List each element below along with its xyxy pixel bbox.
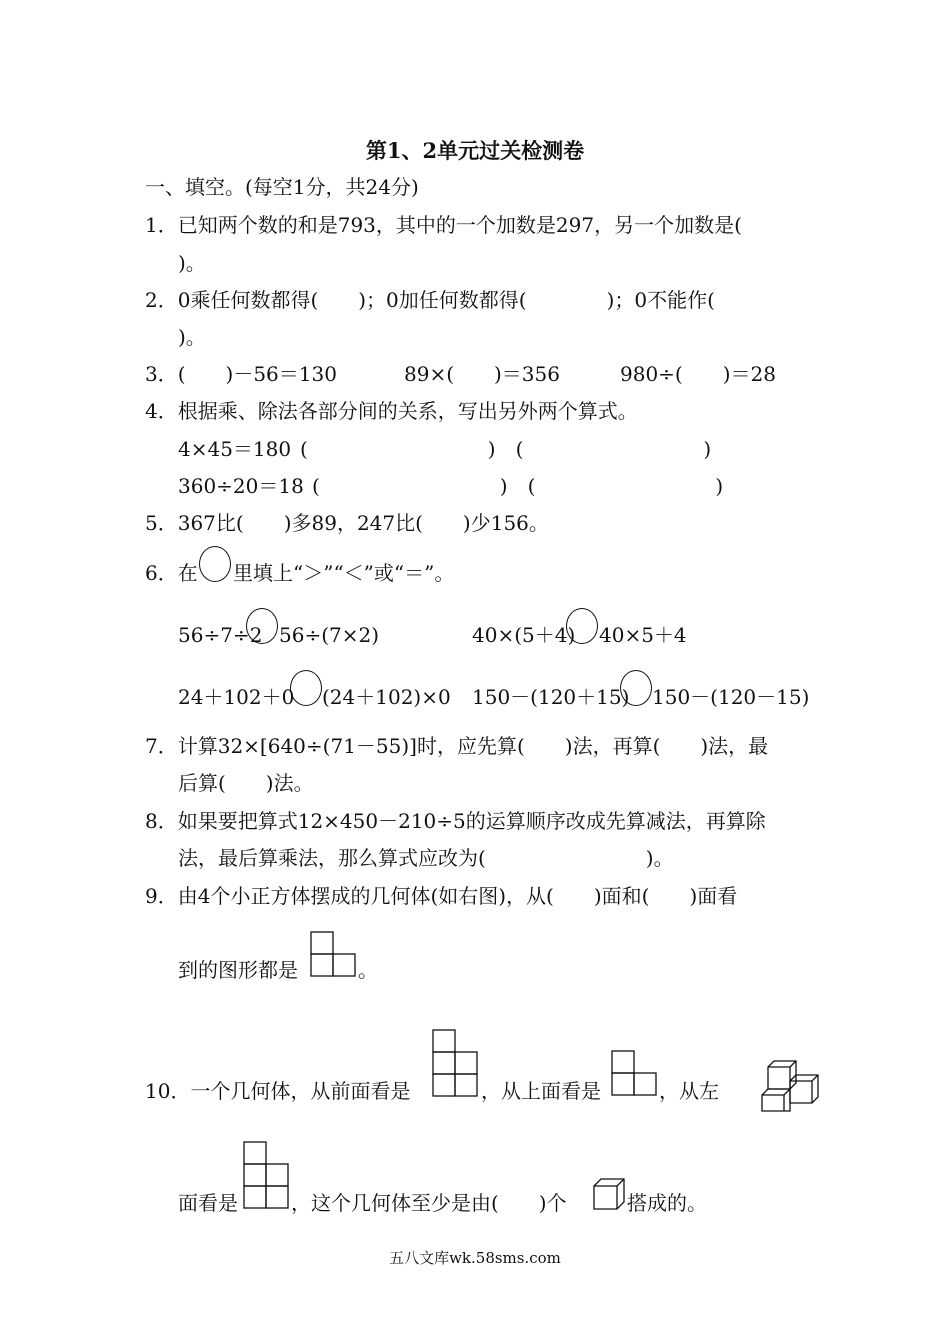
q4-eq2-blanks: ( ) ( ) — [312, 474, 724, 498]
q6-c-left: 24＋102＋0 — [178, 685, 295, 709]
q6-b-right: 40×5＋4 — [599, 623, 687, 647]
q8-line1: 8．如果要把算式12×450－210÷5的运算顺序改成先算减法，再算除 — [145, 809, 766, 833]
front-view-icon — [433, 1030, 479, 1100]
q7-line2: 后算( )法。 — [178, 771, 314, 795]
q6-d-right: 150－(120－15) — [652, 685, 810, 709]
q8-line2: 法，最后算乘法，那么算式应改为( )。 — [178, 846, 674, 870]
q10-part3: ，从左 — [659, 1079, 719, 1103]
q6-c-circle[interactable] — [290, 670, 322, 706]
q7-line1: 7．计算32×[640÷(71－55)]时，应先算( )法，再算( )法，最 — [145, 734, 769, 758]
q9-line2-pre: 到的图形都是 — [178, 958, 298, 982]
q3-a: 3．( )－56＝130 — [145, 362, 337, 386]
q4-instruction: 4．根据乘、除法各部分间的关系，写出另外两个算式。 — [145, 399, 638, 423]
left-view-icon — [244, 1142, 292, 1212]
q6-pre: 6．在 — [145, 561, 198, 585]
q6-c-right: (24＋102)×0 — [322, 685, 451, 709]
q4-eq2: 360÷20＝18 — [178, 474, 304, 498]
q4-eq1: 4×45＝180 — [178, 437, 292, 461]
top-view-icon — [612, 1051, 660, 1099]
small-cube-icon — [593, 1178, 627, 1212]
q6-d-left: 150－(120＋15) — [472, 685, 630, 709]
q10-part4: 面看是 — [178, 1191, 238, 1215]
compare-circle-icon — [199, 546, 231, 582]
cube-stack-icon — [760, 1052, 824, 1116]
q10-part2: ，从上面看是 — [481, 1079, 601, 1103]
q6-a-left: 56÷7÷2 — [178, 623, 263, 647]
q10-part5: ，这个几何体至少是由( )个 — [291, 1191, 567, 1215]
q9-line1: 9．由4个小正方体摆成的几何体(如右图)，从( )面和( )面看 — [145, 884, 738, 908]
q4-eq1-blanks: ( ) ( ) — [300, 437, 712, 461]
footer-watermark: 五八文库wk.58sms.com — [389, 1249, 561, 1267]
q2-line2: )。 — [178, 325, 206, 349]
q1-line1: 1．已知两个数的和是793，其中的一个加数是297，另一个加数是( — [145, 213, 742, 237]
q6-a-circle[interactable] — [246, 608, 278, 644]
section-heading: 一、填空。(每空1分，共24分) — [145, 175, 419, 199]
page-title: 第1、2单元过关检测卷 — [365, 138, 585, 163]
q1-line2: )。 — [178, 251, 206, 275]
q10-part6: 搭成的。 — [627, 1191, 707, 1215]
q9-line2-post: 。 — [358, 958, 378, 982]
q2-line1: 2．0乘任何数都得( )；0加任何数都得( )；0不能作( — [145, 288, 715, 312]
q6-d-circle[interactable] — [620, 670, 652, 706]
view-shape-l-icon — [311, 932, 357, 978]
q6-b-circle[interactable] — [566, 608, 598, 644]
q6-b-left: 40×(5＋4) — [472, 623, 576, 647]
q5: 5．367比( )多89，247比( )少156。 — [145, 511, 549, 535]
q10-part1: 10．一个几何体，从前面看是 — [145, 1079, 411, 1103]
q3-c: 980÷( )＝28 — [620, 362, 776, 386]
q3-b: 89×( )＝356 — [404, 362, 560, 386]
q6-a-right: 56÷(7×2) — [279, 623, 380, 647]
q6-post: 里填上“＞”“＜”或“＝”。 — [233, 561, 455, 585]
